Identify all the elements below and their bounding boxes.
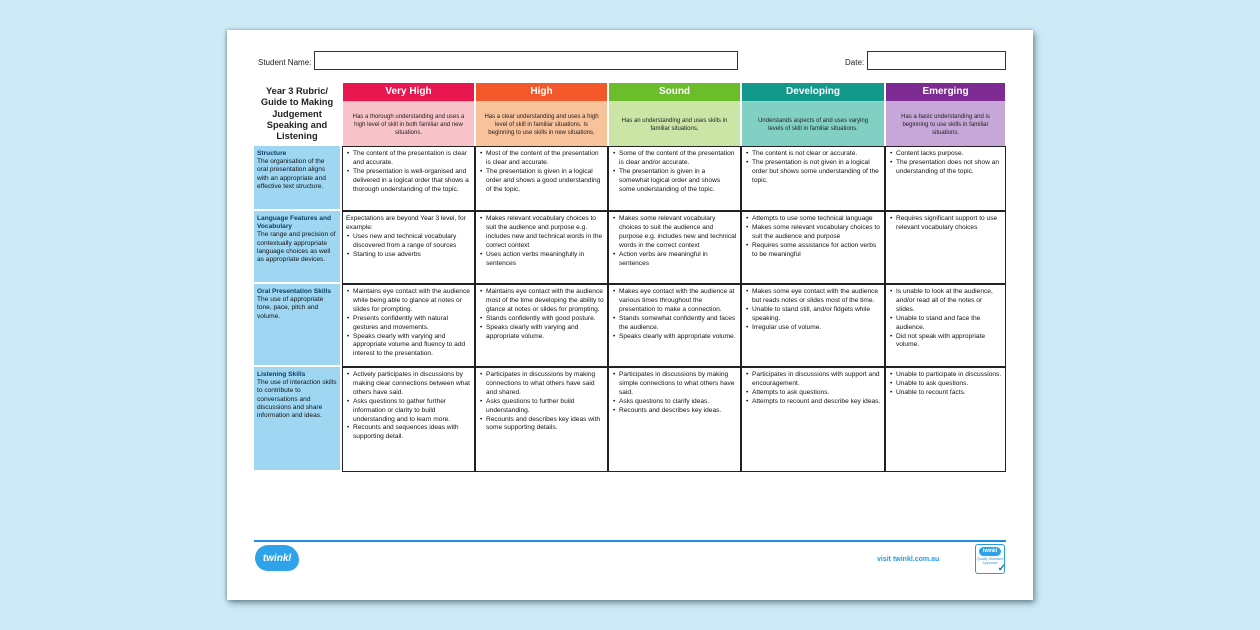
cell-bullet: • Makes some relevant vocabulary choices to suit the audience and purpose e.g. includes new and technical words in the correct context (612, 215, 737, 251)
cell-bullet: • The presentation is given in a somewhat logical order and shows some understanding of the topic. (612, 168, 737, 195)
cell-bullet: • Unable to participate in discussions. (889, 371, 1002, 380)
rubric-title: Year 3 Rubric/ Guide to Making Judgement Speaking and Listening (260, 86, 334, 142)
cell-bullet: • Some of the content of the presentation is clear and/or accurate. (612, 150, 737, 168)
cell-bullet: • The content of the presentation is clear and accurate. (346, 150, 471, 168)
cell-bullet: • Requires some assistance for action verbs to be meaningful (745, 242, 881, 260)
criterion-name: Oral Presentation Skills (257, 288, 332, 295)
rubric-cell (475, 146, 608, 211)
cell-bullet: • The presentation is not given in a logical order but shows some understanding of the topic. (745, 159, 881, 186)
level-description: Has a thorough understanding and uses a high level of skill in both familiar and new situations. (352, 113, 465, 136)
level-description: Has an understanding and uses skills in familiar situations. (621, 117, 728, 132)
level-name: Sound (609, 83, 740, 102)
cell-bullet: • Actively participates in discussions by making clear connections between what others have said. (346, 371, 471, 398)
cell-bullet: • Recounts and describes key ideas. (612, 407, 737, 416)
rubric-cell (741, 367, 885, 472)
rubric-sheet (227, 30, 1033, 600)
cell-bullet: • Recounts and sequences ideas with supporting detail. (346, 424, 471, 442)
criterion-language-features-and-vocabulary (254, 211, 340, 284)
cell-bullet: • Most of the content of the presentation is clear and accurate. (479, 150, 604, 168)
cell-bullet: • Unable to stand still, and/or fidgets while speaking. (745, 306, 881, 324)
date-field[interactable] (867, 51, 1006, 70)
cell-bullet: • Content lacks purpose. (889, 150, 1002, 159)
criterion-description: The organisation of the oral presentation aligns with an appropriate and effective text structure. (257, 158, 326, 190)
cell-bullet: • Stands confidently with good posture. (479, 315, 604, 324)
rubric-cell (741, 284, 885, 367)
cell-bullet: • Speaks clearly with appropriate volume. (612, 333, 737, 342)
cell-bullet: • Makes eye contact with the audience at various times throughout the presentation to make a connection. (612, 288, 737, 315)
cell-bullet: • Makes some eye contact with the audience but reads notes or slides most of the time. (745, 288, 881, 306)
cell-bullet: • Irregular use of volume. (745, 324, 881, 333)
student-name-field[interactable] (314, 51, 738, 70)
date-label: Date: (845, 58, 865, 67)
rubric-cell (608, 146, 741, 211)
criterion-description: The use of appropriate tone, pace, pitch and volume. (257, 296, 324, 320)
cell-bullet: • Speaks clearly with varying and appropriate volume and fluency to add interest to the presentation. (346, 333, 471, 360)
level-name: High (476, 83, 607, 102)
criterion-name: Structure (257, 150, 287, 157)
level-name: Very High (343, 83, 474, 102)
rubric-cell (342, 284, 475, 367)
rubric-cell (885, 284, 1006, 367)
level-description: Has a clear understanding and uses a high level of skill in familiar situations. Is beginning to use skills in new situations. (484, 113, 599, 136)
cell-bullet: • Stands somewhat confidently and faces the audience. (612, 315, 737, 333)
rubric-cell (475, 367, 608, 472)
cell-bullet: • Starting to use adverbs (346, 251, 471, 260)
rubric-cell (342, 367, 475, 472)
rubric-cell (885, 211, 1006, 284)
level-header-high (476, 83, 607, 146)
cell-bullet: • Requires significant support to use relevant vocabulary choices (889, 215, 1002, 233)
rubric-cell (885, 146, 1006, 211)
cell-bullet: • Makes relevant vocabulary choices to suit the audience and purpose e.g. includes new and technical words in the correct context (479, 215, 604, 251)
rubric-cell (608, 284, 741, 367)
cell-bullet: • Recounts and describes key ideas with some supporting details. (479, 416, 604, 434)
student-name-label: Student Name: (258, 58, 312, 67)
cell-bullet: • Asks questions to further build understanding. (479, 398, 604, 416)
cell-bullet: • The presentation is well-organised and delivered in a logical order that shows a thorough understanding of the topic. (346, 168, 471, 195)
cell-bullet: • Did not speak with appropriate volume. (889, 333, 1002, 351)
rubric-cell (342, 146, 475, 211)
cell-bullet: • Unable to recount facts. (889, 389, 1002, 398)
rubric-cell (342, 211, 475, 284)
footer-divider (254, 540, 1006, 542)
cell-bullet: • Is unable to look at the audience, and/or read all of the notes or slides. (889, 288, 1002, 315)
cell-bullet: • Unable to stand and face the audience. (889, 315, 1002, 333)
level-description: Understands aspects of and uses varying levels of skill in familiar situations. (757, 117, 869, 132)
rubric-cell (741, 146, 885, 211)
cell-bullet: • Attempts to ask questions. (745, 389, 881, 398)
criterion-oral-presentation-skills (254, 284, 340, 367)
level-header-very-high (343, 83, 474, 146)
rubric-cell (608, 211, 741, 284)
cell-bullet: • The presentation is given in a logical order and shows a good understanding of the topic. (479, 168, 604, 195)
criterion-listening-skills (254, 367, 340, 472)
criterion-description: The range and precision of contextually appropriate language choices as well as appropriate devices. (257, 231, 336, 264)
cell-bullet: • Asks questions to gather further information or clarity to build understanding and to learn more. (346, 398, 471, 425)
cell-bullet: • Attempts to recount and describe key ideas. (745, 398, 881, 407)
criterion-structure (254, 146, 340, 211)
quality-badge-icon: twinkl Quality Standard Approved ✓ (975, 544, 1005, 574)
cell-bullet: • The presentation does not show an understanding of the topic. (889, 159, 1002, 177)
cell-bullet: • Action verbs are meaningful in sentences (612, 251, 737, 269)
cell-bullet: • Presents confidently with natural gestures and movements. (346, 315, 471, 333)
twinkl-logo: twinkl (255, 545, 299, 571)
cell-bullet: • Uses action verbs meaningfully in sentences (479, 251, 604, 269)
level-description: Has a basic understanding and is beginning to use skills in familiar situations. (901, 113, 990, 136)
criterion-name: Listening Skills (257, 371, 306, 378)
cell-bullet: • Attempts to use some technical language (745, 215, 881, 224)
rubric-cell (741, 211, 885, 284)
level-header-emerging (886, 83, 1005, 146)
rubric-cell (608, 367, 741, 472)
level-name: Developing (742, 83, 884, 102)
criterion-name: Language Features and Vocabulary (257, 215, 332, 231)
cell-bullet: • Maintains eye contact with the audience most of the time developing the ability to glance at notes or slides for prompting. (479, 288, 604, 315)
cell-bullet: • Maintains eye contact with the audience while being able to glance at notes or slides for prompting. (346, 288, 471, 315)
rubric-cell (475, 211, 608, 284)
cell-bullet: • Unable to ask questions. (889, 380, 1002, 389)
cell-bullet: • Participates in discussions by making connections to what others have said and shared. (479, 371, 604, 398)
cell-bullet: • Participates in discussions by making simple connections to what others have said. (612, 371, 737, 398)
cell-bullet: • The content is not clear or accurate. (745, 150, 881, 159)
visit-link[interactable]: visit twinkl.com.au (877, 556, 940, 563)
checkmark-icon: ✓ (997, 563, 1006, 574)
level-name: Emerging (886, 83, 1005, 102)
cell-bullet: • Asks questions to clarify ideas. (612, 398, 737, 407)
cell-bullet: • Speaks clearly with varying and appropriate volume. (479, 324, 604, 342)
level-header-developing (742, 83, 884, 146)
cell-bullet: • Participates in discussions with support and encouragement. (745, 371, 881, 389)
cell-bullet: • Uses new and technical vocabulary discovered from a range of sources (346, 233, 471, 251)
level-header-sound (609, 83, 740, 146)
cell-bullet: • Makes some relevant vocabulary choices to suit the audience and purpose (745, 224, 881, 242)
cell-intro: Expectations are beyond Year 3 level, for example: (346, 215, 466, 231)
rubric-cell (475, 284, 608, 367)
criterion-description: The use of interaction skills to contribute to conversations and discussions and share information and ideas. (257, 379, 337, 420)
rubric-cell (885, 367, 1006, 472)
